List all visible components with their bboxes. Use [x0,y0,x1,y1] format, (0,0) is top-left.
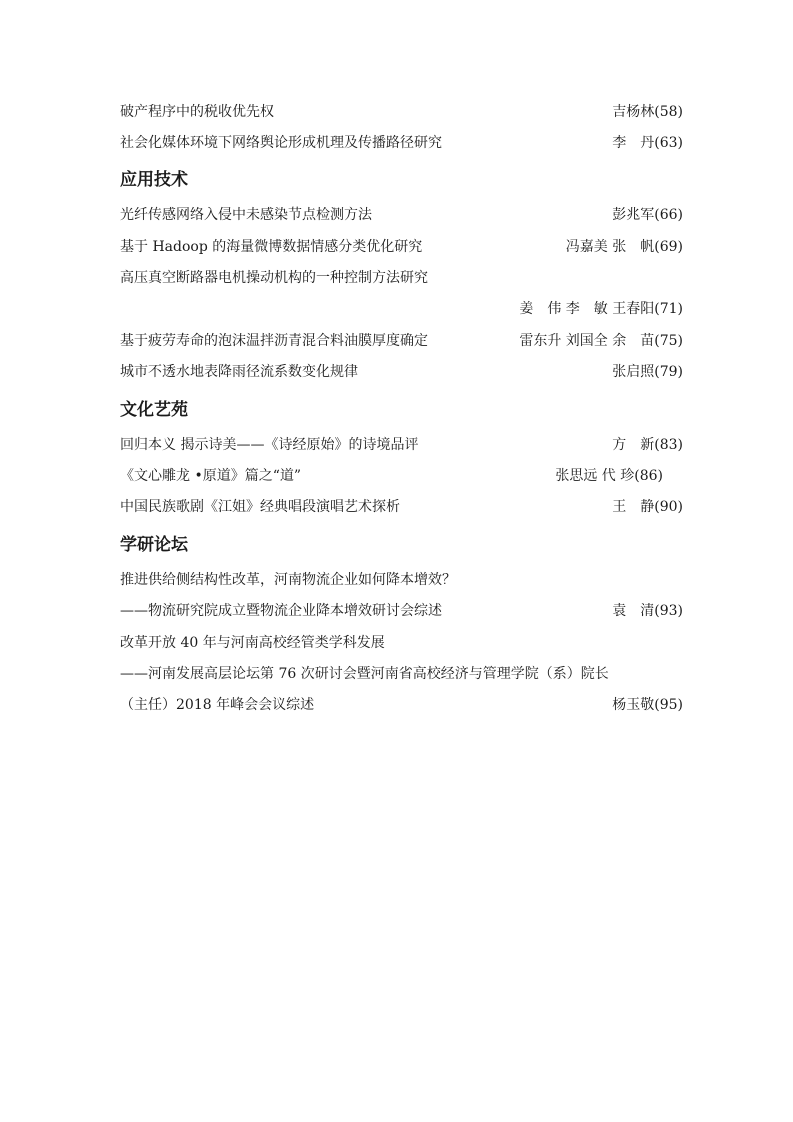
entry-title: ——河南发展高层论坛第 76 次研讨会暨河南省高校经济与管理学院（系）院长 [120,666,609,682]
toc-entry [120,662,683,686]
entry-title: 推进供给侧结构性改革，河南物流企业如何降本增效？ [120,572,456,588]
entry-title: 破产程序中的税收优先权 [120,104,274,120]
entry-author: 杨玉敬(95) [612,697,683,713]
toc-entry [120,464,683,488]
toc-entry [120,235,683,259]
entry-author: 袁 清(93) [612,603,683,619]
entry-title: 《文心雕龙 •原道》篇之“道” [120,468,302,484]
entry-author: 冯嘉美 张 帆(69) [565,239,683,255]
toc-entry [120,631,683,655]
toc-entry [120,360,683,384]
entry-title: 社会化媒体环境下网络舆论形成机理及传播路径研究 [120,135,442,151]
toc-entry [120,131,683,155]
entry-author: 李 丹(63) [612,135,683,151]
entry-title: 中国民族歌剧《江姐》经典唱段演唱艺术探析 [120,499,400,515]
entry-title: 改革开放 40 年与河南高校经管类学科发展 [120,635,385,651]
section-heading: 应用技术 [120,170,188,190]
entry-title: 回归本义 揭示诗美——《诗经原始》的诗境品评 [120,437,419,453]
toc-entry [120,693,683,717]
toc-entry [120,266,683,290]
entry-title: 基于 Hadoop 的海量微博数据情感分类优化研究 [120,239,423,255]
entry-author: 彭兆军(66) [612,207,683,223]
section-heading: 学研论坛 [120,535,188,555]
entry-author: 雷东升 刘国全 余 苗(75) [519,333,683,349]
entry-author: 张思远 代 珍(86) [555,468,663,484]
entry-title: 光纤传感网络入侵中未感染节点检测方法 [120,207,372,223]
toc-entry [120,495,683,519]
toc-entry [120,568,683,592]
entry-author: 王 静(90) [612,499,683,515]
entry-author: 姜 伟 李 敏 王春阳(71) [519,301,683,317]
entry-title: 高压真空断路器电机操动机构的一种控制方法研究 [120,270,428,286]
toc-entry [120,100,683,124]
toc-entry [120,433,683,457]
toc-entry [120,329,683,353]
section-heading: 文化艺苑 [120,400,188,420]
toc-entry-continuation [120,297,683,321]
entry-title: ——物流研究院成立暨物流企业降本增效研讨会综述 [120,603,442,619]
entry-author: 方 新(83) [612,437,683,453]
toc-entry [120,599,683,623]
toc-entry [120,203,683,227]
entry-author: 吉杨林(58) [612,104,683,120]
entry-title: 基于疲劳寿命的泡沫温拌沥青混合料油膜厚度确定 [120,333,428,349]
entry-title: （主任）2018 年峰会会议综述 [120,697,315,713]
entry-author: 张启照(79) [612,364,683,380]
entry-title: 城市不透水地表降雨径流系数变化规律 [120,364,358,380]
